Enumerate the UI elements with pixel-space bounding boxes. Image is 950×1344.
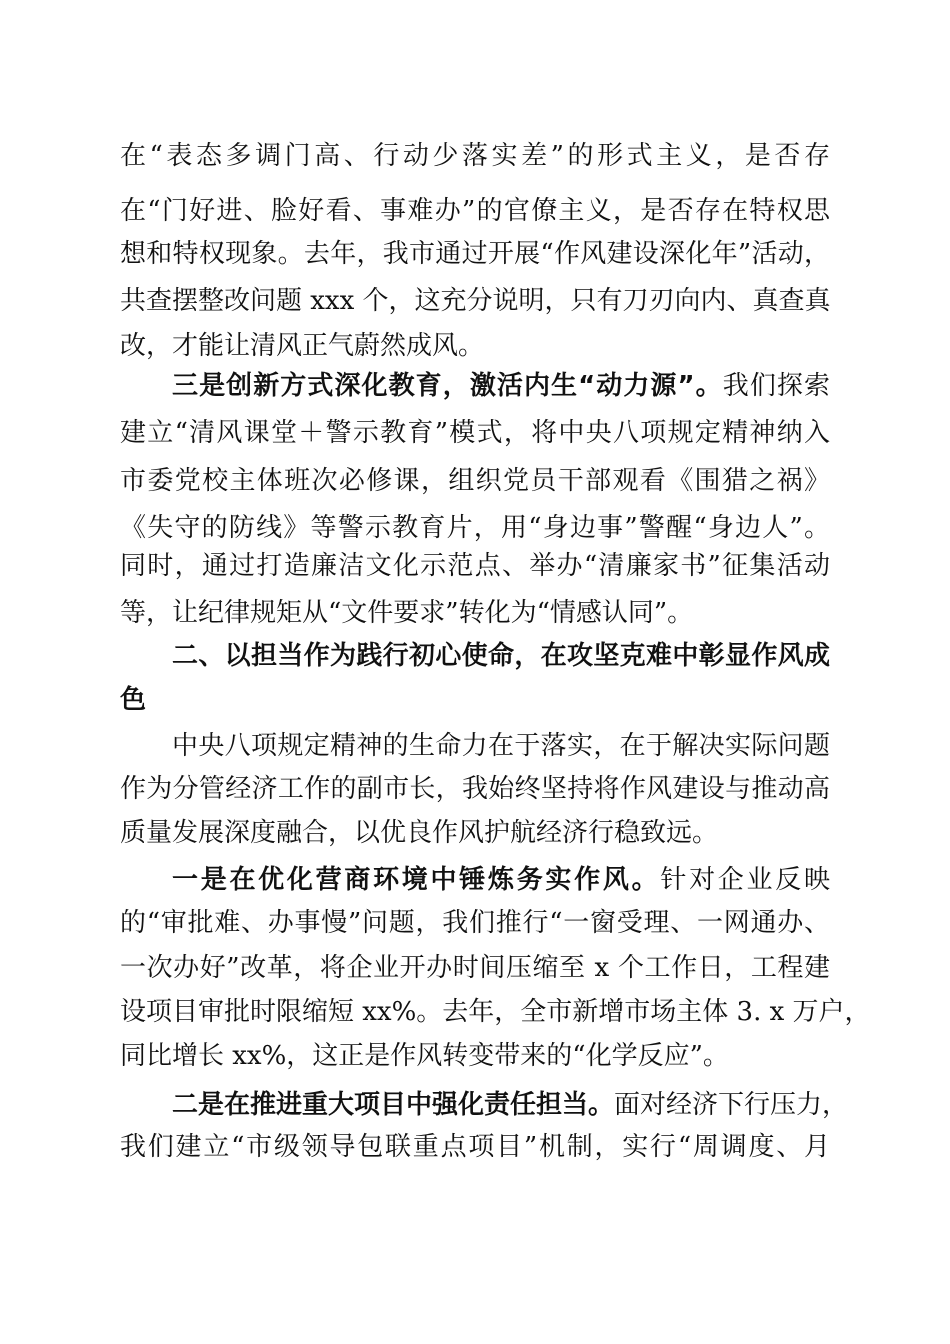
- section-heading-line: 二、以担当作为践行初心使命，在攻坚克难中彰显作风成: [172, 641, 830, 671]
- paragraph-line: 在“表态多调门高、行动少落实差”的形式主义，是否存: [120, 141, 830, 171]
- paragraph-line: 建立“清风课堂＋警示教育”模式，将中央八项规定精神纳入: [120, 418, 830, 448]
- paragraph-line: 等，让纪律规矩从“文件要求”转化为“情感认同”。: [120, 598, 694, 628]
- paragraph-lead: 三是创新方式深化教育，激活内生“动力源”。: [172, 371, 723, 401]
- paragraph-lead: 一是在优化营商环境中锤炼务实作风。: [172, 865, 661, 895]
- paragraph-first-line: [172, 1082, 849, 1128]
- paragraph-line: 改，才能让清风正气蔚然成风。: [120, 331, 485, 361]
- paragraph-first-line: [172, 363, 830, 409]
- paragraph-line: 《失守的防线》等警示教育片，用“身边事”警醒“身边人”。: [120, 513, 830, 543]
- paragraph-line: 设项目审批时限缩短 xx%。去年，全市新增市场主体 3. x 万户，: [120, 997, 871, 1027]
- paragraph-line: 在“门好进、脸好看、事难办”的官僚主义，是否存在特权思: [120, 196, 830, 226]
- paragraph-line-rest: 我们探索: [722, 371, 830, 401]
- paragraph-line: 市委党校主体班次必修课，组织党员干部观看《围猎之祸》: [120, 466, 830, 496]
- paragraph-line-rest: 针对企业反映: [660, 865, 830, 895]
- paragraph-line-rest: 面对经济下行压力，: [614, 1090, 849, 1120]
- paragraph-line: 想和特权现象。去年，我市通过开展“作风建设深化年”活动，: [120, 239, 830, 269]
- section-heading-line: 色: [120, 685, 147, 715]
- paragraph-first-line: [172, 857, 830, 903]
- paragraph-line: 同比增长 xx%，这正是作风转变带来的“化学反应”。: [120, 1041, 729, 1071]
- paragraph-line: 一次办好”改革，将企业开办时间压缩至 x 个工作日，工程建: [120, 953, 830, 983]
- paragraph-line: 共查摆整改问题 xxx 个，这充分说明，只有刀刃向内、真查真: [120, 286, 831, 316]
- paragraph-first-line: 中央八项规定精神的生命力在于落实，在于解决实际问题: [172, 731, 830, 761]
- paragraph-line: 同时，通过打造廉洁文化示范点、举办“清廉家书”征集活动: [120, 551, 830, 581]
- paragraph-line: 作为分管经济工作的副市长，我始终坚持将作风建设与推动高: [120, 774, 830, 804]
- paragraph-line: 的“审批难、办事慢”问题，我们推行“一窗受理、一网通办、: [120, 908, 830, 938]
- paragraph-lead: 二是在推进重大项目中强化责任担当。: [172, 1090, 615, 1120]
- paragraph-line: 我们建立“市级领导包联重点项目”机制，实行“周调度、月: [120, 1132, 830, 1162]
- paragraph-line: 质量发展深度融合，以优良作风护航经济行稳致远。: [120, 818, 719, 848]
